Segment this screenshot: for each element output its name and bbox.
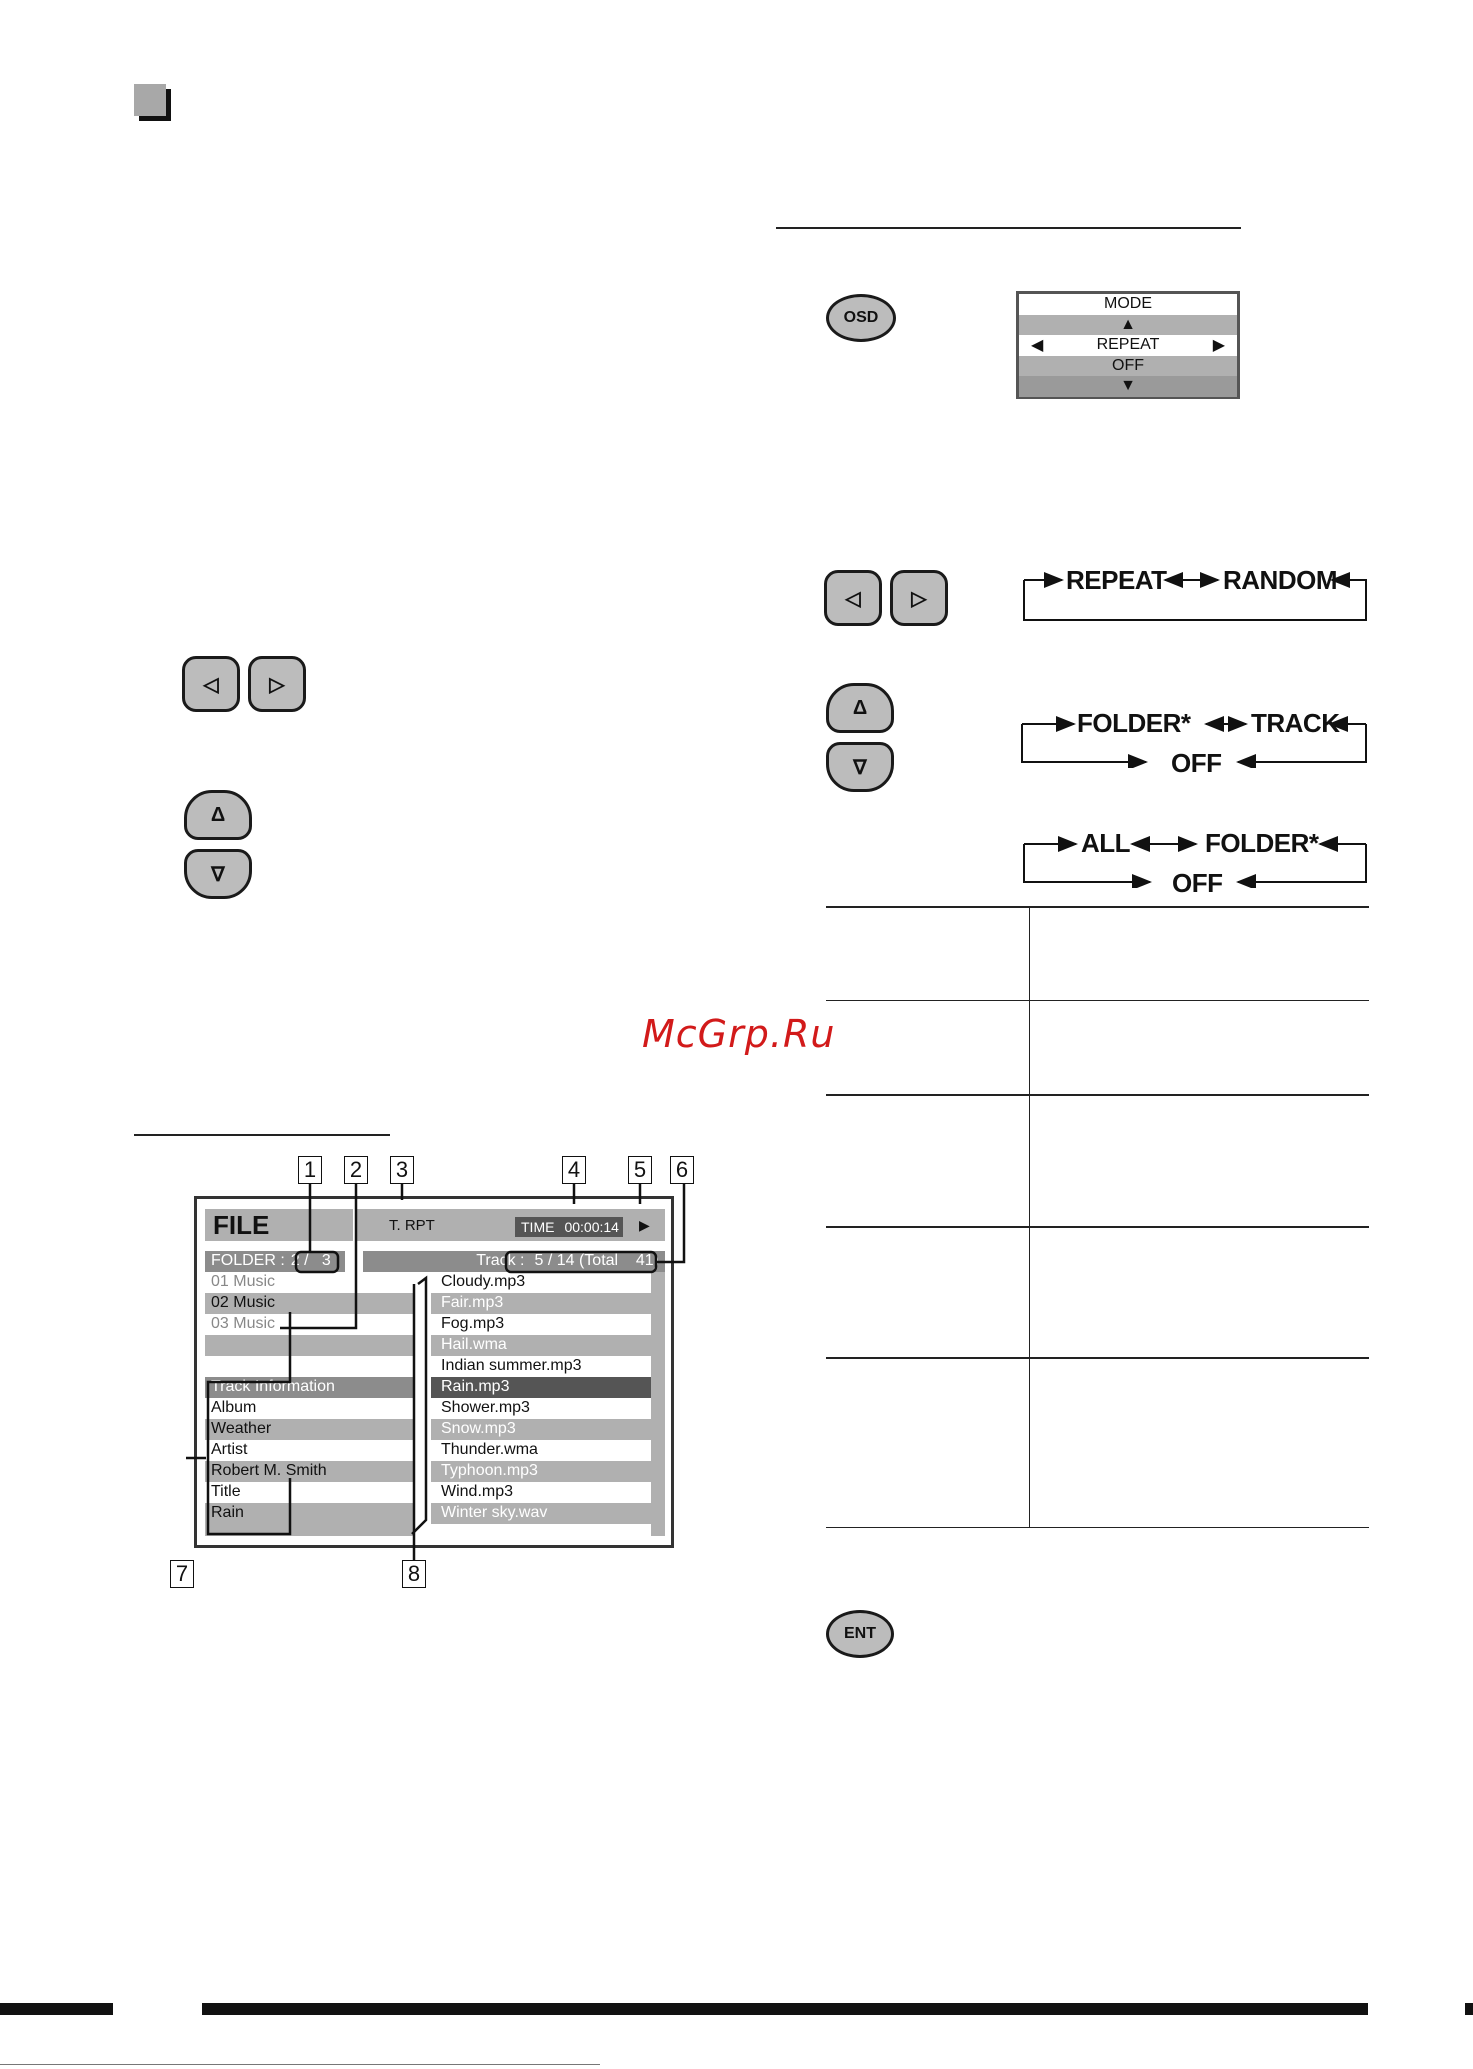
watermark: McGrp.Ru (642, 1012, 836, 1056)
footer-bar-right (1465, 2003, 1473, 2015)
repeat-mode: T. RPT (389, 1216, 435, 1234)
cycle-1-arrows (1020, 570, 1370, 622)
left-arrow-icon: ◀ (1031, 337, 1044, 355)
cycle-folder-label: FOLDER* (1077, 708, 1191, 738)
callout-6: 6 (670, 1156, 694, 1184)
track-item[interactable]: Shower.mp3 (431, 1398, 651, 1419)
footer-bar-left (0, 2003, 113, 2015)
mode-menu-down-arrow-icon: ▼ (1019, 376, 1237, 397)
right-button-2[interactable]: ▷ (248, 656, 306, 712)
mode-menu (1016, 291, 1240, 399)
cycle-off2-label: OFF (1172, 868, 1223, 898)
footer-hairline (0, 2064, 600, 2065)
callout-leaders (150, 1180, 710, 1570)
folder-item[interactable]: 03 Music (205, 1314, 415, 1335)
callout-7: 7 (170, 1560, 194, 1588)
left-button-2[interactable]: ◁ (182, 656, 240, 712)
table-rule-6 (826, 1527, 1369, 1528)
table-rule-2 (826, 1000, 1369, 1001)
section-rule (776, 227, 1241, 229)
section-rule-2 (134, 1134, 390, 1136)
table-rule-1 (826, 906, 1369, 908)
mode-menu-title: MODE (1019, 294, 1237, 315)
track-info-row: Title (205, 1482, 415, 1503)
track-item[interactable]: Snow.mp3 (431, 1419, 651, 1440)
ent-button[interactable]: ENT (826, 1610, 894, 1658)
cycle-2-arrows (1018, 712, 1370, 768)
cycle-repeat-label: REPEAT (1066, 565, 1167, 595)
track-info-row: Weather (205, 1419, 415, 1440)
table-rule-5 (826, 1357, 1369, 1359)
track-bar: Track : 5 / 14 (Total 41) (363, 1251, 665, 1272)
cycle-all-label: ALL (1081, 828, 1131, 858)
track-item[interactable]: Hail.wma (431, 1335, 651, 1356)
mode-menu-up-arrow-icon: ▲ (1019, 315, 1237, 336)
folder-bar: FOLDER : 2 / 3 (205, 1251, 345, 1272)
callout-3: 3 (390, 1156, 414, 1184)
time-display: TIME 00:00:14 (515, 1217, 623, 1237)
track-item[interactable]: Cloudy.mp3 (431, 1272, 651, 1293)
track-item[interactable]: Indian summer.mp3 (431, 1356, 651, 1377)
folder-item[interactable]: 01 Music (205, 1272, 415, 1293)
cycle-3-arrows (1020, 832, 1372, 888)
down-button-2[interactable]: ∇ (184, 849, 252, 899)
table-rule-3 (826, 1094, 1369, 1096)
callout-4: 4 (562, 1156, 586, 1184)
play-icon: ▶ (639, 1216, 650, 1233)
mode-menu-value: OFF (1019, 356, 1237, 377)
cycle-track-label: TRACK (1251, 708, 1340, 738)
track-info-row: Album (205, 1398, 415, 1419)
right-arrow-icon: ▶ (1212, 337, 1225, 355)
osd-button[interactable]: OSD (826, 294, 896, 342)
right-button[interactable]: ▷ (890, 570, 948, 626)
up-button-2[interactable]: Δ (184, 790, 252, 840)
cycle-random-label: RANDOM (1223, 565, 1337, 595)
down-button[interactable]: ∇ (826, 742, 894, 792)
track-item[interactable]: Winter sky.wav (431, 1503, 651, 1524)
table-rule-4 (826, 1226, 1369, 1228)
track-item-selected[interactable]: Rain.mp3 (431, 1377, 651, 1398)
track-info-row: Artist (205, 1440, 415, 1461)
folder-item[interactable]: 02 Music (205, 1293, 415, 1314)
up-button[interactable]: Δ (826, 683, 894, 733)
track-item[interactable]: Fair.mp3 (431, 1293, 651, 1314)
track-info-row: Rain (205, 1503, 415, 1524)
cycle-off-label: OFF (1171, 748, 1222, 778)
callout-5: 5 (628, 1156, 652, 1184)
track-item[interactable]: Wind.mp3 (431, 1482, 651, 1503)
track-item[interactable]: Typhoon.mp3 (431, 1461, 651, 1482)
file-title: FILE (205, 1209, 353, 1241)
track-item[interactable]: Fog.mp3 (431, 1314, 651, 1335)
table-column-divider (1029, 906, 1030, 1527)
cycle-folder2-label: FOLDER* (1205, 828, 1319, 858)
callout-8: 8 (402, 1560, 426, 1588)
section-marker (134, 84, 166, 116)
mode-menu-item[interactable]: ◀ REPEAT ▶ (1019, 335, 1237, 356)
track-info-row: Robert M. Smith (205, 1461, 415, 1482)
callout-1: 1 (298, 1156, 322, 1184)
track-info-header: Track Information (205, 1377, 415, 1398)
footer-bar-main (202, 2003, 1368, 2015)
callout-2: 2 (344, 1156, 368, 1184)
track-item[interactable]: Thunder.wma (431, 1440, 651, 1461)
left-button[interactable]: ◁ (824, 570, 882, 626)
